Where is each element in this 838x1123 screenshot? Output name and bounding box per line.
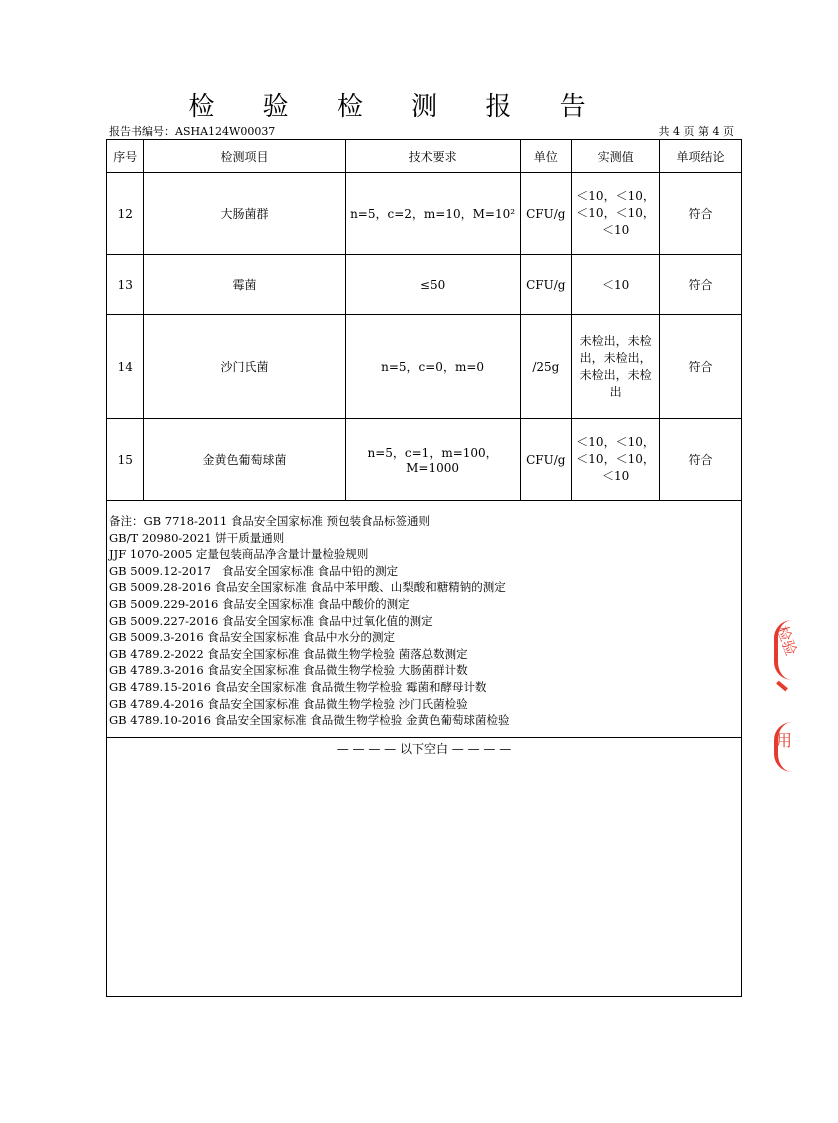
report-number: 报告书编号：ASHA124W00037: [109, 125, 276, 138]
blank-row: [107, 737, 742, 996]
row-result: 符合: [660, 315, 742, 419]
row-value: ＜10，＜10，＜10，＜10，＜10: [572, 419, 660, 501]
column-header-result: 单项结论: [660, 140, 742, 173]
row-seq: 14: [107, 315, 144, 419]
row-value: 未检出，未检出，未检出，未检出，未检出: [572, 315, 660, 419]
row-unit: /25g: [520, 315, 572, 419]
official-seal: [768, 610, 838, 770]
row-value: ＜10，＜10，＜10，＜10，＜10: [572, 173, 660, 255]
seal-arc: [774, 722, 792, 772]
row-requirement: n=5，c=0，m=0: [345, 315, 520, 419]
note-line: GB 4789.2-2022 食品安全国家标准 食品微生物学检验 菌落总数测定: [109, 646, 468, 661]
row-item: 大肠菌群: [144, 173, 345, 255]
note-line: GB 5009.3-2016 食品安全国家标准 食品中水分的测定: [109, 630, 395, 645]
row-seq: 13: [107, 255, 144, 315]
row-unit: CFU/g: [520, 173, 572, 255]
seal-text-bottom: 用: [776, 731, 793, 750]
column-header-requirement: 技术要求: [345, 140, 520, 173]
note-line: GB 5009.12-2017 食品安全国家标准 食品中铅的测定: [109, 563, 399, 578]
note-line: GB 5009.229-2016 食品安全国家标准 食品中酸价的测定: [109, 596, 410, 611]
seal-mark: [776, 681, 788, 692]
table-row: [107, 173, 742, 255]
row-requirement: n=5，c=2，m=10，M=10²: [345, 173, 520, 255]
note-line: GB 4789.10-2016 食品安全国家标准 食品微生物学检验 金黄色葡萄球菌检验: [109, 713, 510, 728]
note-line: GB 4789.15-2016 食品安全国家标准 食品微生物学检验 霉菌和酵母计数: [109, 679, 487, 694]
row-item: 沙门氏菌: [144, 315, 345, 419]
table-row: [107, 419, 742, 501]
page-info: 共 4 页 第 4 页: [658, 125, 734, 138]
row-requirement: ≤50: [345, 255, 520, 315]
column-header-item: 检测项目: [144, 140, 345, 173]
row-item: 霉菌: [144, 255, 345, 315]
note-line: JJF 1070-2005 定量包装商品净含量计量检验规则: [109, 547, 369, 562]
row-seq: 15: [107, 419, 144, 501]
note-line: 备注：GB 7718-2011 食品安全国家标准 预包装食品标签通则: [109, 514, 431, 528]
report-title: 检 验 检 测 报 告: [188, 92, 606, 122]
row-value: ＜10: [572, 255, 660, 315]
row-unit: CFU/g: [520, 255, 572, 315]
table-row: [107, 315, 742, 419]
note-line: GB 4789.4-2016 食品安全国家标准 食品微生物学检验 沙门氏菌检验: [109, 696, 468, 711]
notes-section: [107, 501, 742, 738]
note-line: GB 5009.227-2016 食品安全国家标准 食品中过氧化值的测定: [109, 613, 433, 628]
note-line: GB 4789.3-2016 食品安全国家标准 食品微生物学检验 大肠菌群计数: [109, 663, 468, 678]
row-result: 符合: [660, 419, 742, 501]
row-result: 符合: [660, 255, 742, 315]
note-line: GB/T 20980-2021 饼干质量通则: [109, 530, 285, 545]
blank-marker: — — — — 以下空白 — — — —: [107, 737, 742, 996]
row-requirement: n=5，c=1，m=100，M=1000: [345, 419, 520, 501]
note-line: GB 5009.28-2016 食品安全国家标准 食品中苯甲酸、山梨酸和糖精钠的测定: [109, 580, 506, 595]
column-header-seq: 序号: [107, 140, 144, 173]
column-header-unit: 单位: [520, 140, 572, 173]
column-header-value: 实测值: [572, 140, 660, 173]
row-result: 符合: [660, 173, 742, 255]
row-unit: CFU/g: [520, 419, 572, 501]
table-header-row: [107, 140, 742, 173]
table-row: [107, 255, 742, 315]
seal-text-top: 检验: [772, 623, 801, 658]
row-item: 金黄色葡萄球菌: [144, 419, 345, 501]
notes-row: [107, 501, 742, 738]
row-seq: 12: [107, 173, 144, 255]
results-table: [106, 139, 742, 997]
